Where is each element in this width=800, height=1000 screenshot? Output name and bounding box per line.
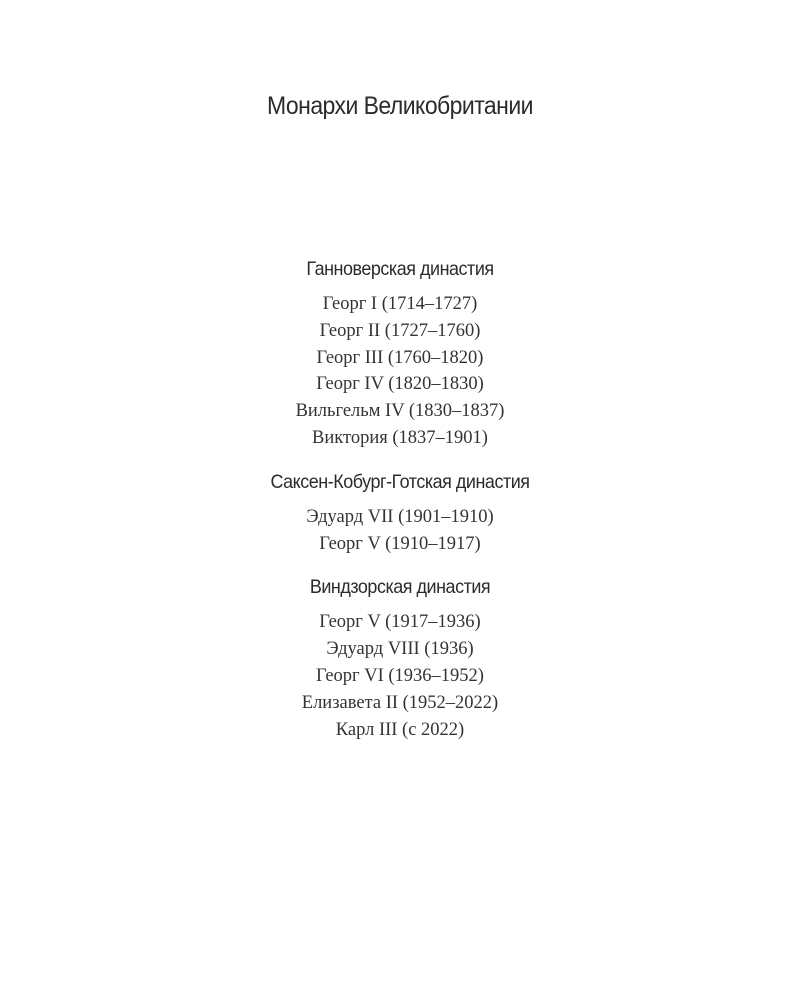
monarch-list	[0, 609, 800, 743]
monarch-item: Карл III (с 2022)	[335, 719, 465, 740]
monarch-item: Эдуард VIII (1936)	[326, 639, 474, 660]
monarch-item: Вильгельм IV (1830–1837)	[295, 401, 505, 422]
dynasty-title: Саксен-Кобург-Готская династия	[270, 470, 530, 493]
page-title: Монархи Великобритании	[267, 92, 533, 120]
dynasty-sections	[0, 255, 800, 743]
monarch-item: Георг IV (1820–1830)	[316, 374, 484, 395]
dynasty-section-windsor	[0, 573, 800, 743]
monarch-item: Эдуард VII (1901–1910)	[306, 506, 494, 527]
dynasty-title: Виндзорская династия	[309, 576, 491, 599]
monarch-item: Георг VI (1936–1952)	[316, 665, 484, 686]
monarch-item: Георг I (1714–1727)	[322, 294, 478, 314]
monarch-item: Георг V (1917–1936)	[319, 612, 481, 633]
monarch-item: Виктория (1837–1901)	[312, 427, 488, 448]
monarch-list	[0, 504, 800, 558]
monarch-item: Елизавета II (1952–2022)	[301, 692, 499, 713]
monarch-list	[0, 291, 800, 452]
dynasty-section-saxe-coburg-gotha	[0, 468, 800, 558]
dynasty-title: Ганноверская династия	[306, 258, 494, 280]
monarch-item: Георг V (1910–1917)	[319, 533, 481, 554]
monarch-item: Георг III (1760–1820)	[316, 347, 484, 368]
monarch-item: Георг II (1727–1760)	[319, 320, 481, 341]
dynasty-section-hanover	[0, 255, 800, 452]
